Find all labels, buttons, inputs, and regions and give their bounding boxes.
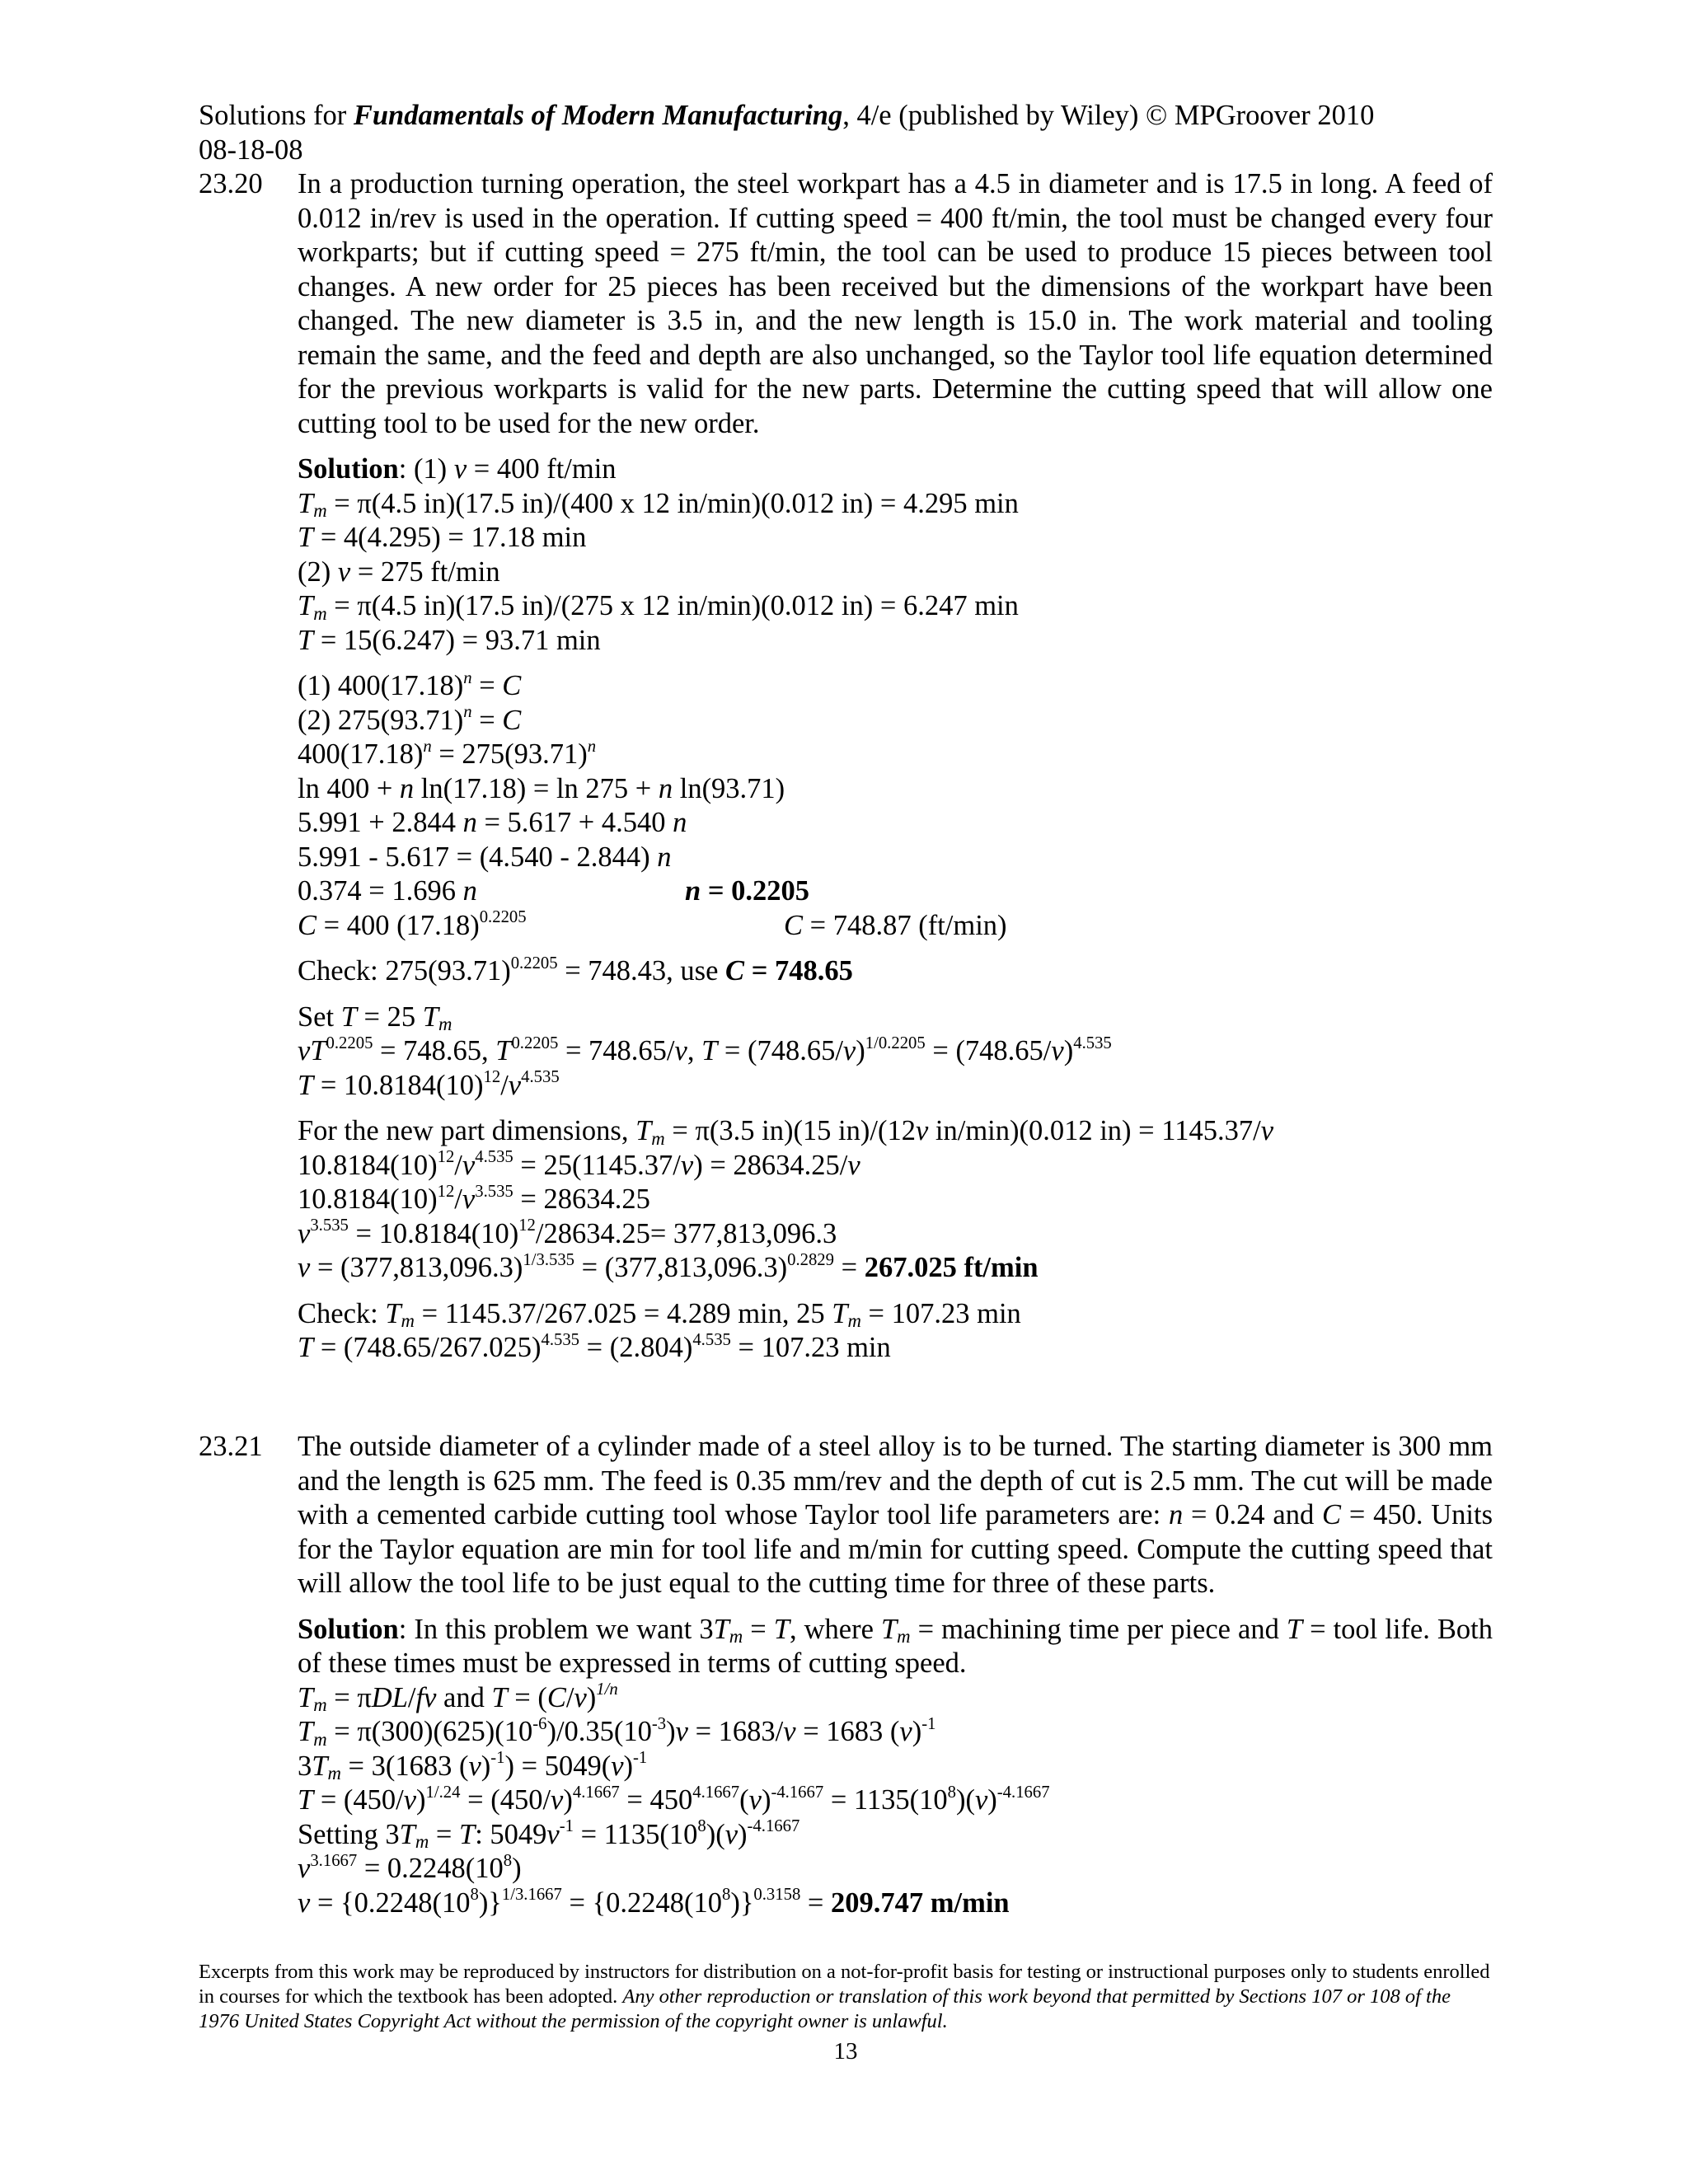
result-c: C = 748.87 (ft/min) — [784, 909, 1007, 941]
equation-line: $3T_m = 3(1683$ $(v)^{-1}) = 5049(v)^{-1}$ — [298, 1749, 648, 1784]
equation-line: $v^{3.1667} = 0.2248(10^8)$ — [298, 1851, 522, 1884]
equation-line: (1) $400(17.18)^n = C$ — [298, 668, 522, 701]
equation-line: $v^{3.535} = 10.8184(10)^{12}/28634.25= 377,813,096.3$ — [298, 1216, 837, 1249]
problem-number: 23.20 — [199, 168, 263, 199]
final-answer: 267.025 ft/min — [864, 1252, 1039, 1283]
equation-line: ln 400 + n ln(17.18) = ln 275 + n ln(93.71) — [298, 772, 785, 804]
problem-number: 23.21 — [199, 1431, 263, 1462]
equation-line: Setting $3T_m = T$: $5049v^{-1} = 1135(10^8)(v)^{-4.1667}$ — [298, 1817, 800, 1853]
problem-statement: In a production turning operation, the steel workpart has a 4.5 in diameter and is 17.5 in long. A feed of 0.012 in/rev is used in the operation. If cutting speed = 400 ft/min, the tool must be changed every four workparts; but if cutting speed = 275 ft/min, the tool can be used to produce 15 pieces between tool changes. A new order for 25 pieces has been received but the dimensions of the workpart have been changed. The new diameter is 3.5 in, and the new length is 15.0 in. The work material and tooling remain the same, and the feed and depth are also unchanged, so the Taylor tool life equation determined for the previous workparts is valid for the new parts. Determine the cutting speed that will allow one cutting tool to be used for the new order. — [298, 168, 1493, 439]
equation-line: C = 400 $(17.18)^{0.2205}$ C = 748.87 (ft/min) — [298, 909, 1493, 944]
equation-line: $v = (377,813,096.3)^{1/3.535} = (377,813,096.3)^{0.2829} = 267.025$ ft/min — [298, 1250, 1039, 1283]
equation-line: 0.374 = 1.696 n n = 0.2205 — [298, 874, 1493, 909]
copyright-footer — [199, 1960, 1493, 2064]
equation-line: 5.991 + 2.844 n = 5.617 + 4.540 n — [298, 807, 687, 838]
equation-line: (2) v = 275 ft/min — [298, 555, 500, 588]
equation-line: $10.8184(10)^{12}/v^{4.535} = 25(1145.37/v) = 28634.25/v$ — [298, 1148, 860, 1181]
equation-line: $T_m = \pi DL/fv$ and $T = (C/v)^{1/n}$ — [298, 1680, 618, 1716]
header-date: 08-18-08 — [199, 134, 303, 166]
final-answer: 209.747 m/min — [831, 1886, 1010, 1919]
copyright-notice: Excerpts from this work may be reproduced by instructors for distribution on a not-for-profit basis for testing or instructional purposes only to students enrolled in courses for which the textbook has been adopted. Any other reproduction or translation of this work beyond that permitted by Sections 107 or 108 of the 1976 United States Copyright Act without the permission of the copyright owner is unlawful. — [199, 1961, 1490, 2032]
equation-line: Set T = 25 $T_m$ — [298, 1001, 452, 1035]
solution-text: Solution: In this problem we want $3T_m = T$, where $T_m$ = machining time per piece and T = tool life. Both of these times must be expressed in terms of cutting speed. — [298, 1613, 1493, 1679]
equation-line: $400(17.18)^n = 275(93.71)^n$ — [298, 737, 597, 770]
problem-statement: The outside diameter of a cylinder made of a steel alloy is to be turned. The starting diameter is 300 mm and the length is 625 mm. The feed is 0.35 mm/rev and the depth of cut is 2.5 mm. The cut will be made with a cemented carbide cutting tool whose Taylor tool life parameters are: n = 0.24 and C = 450. Units for the Taylor equation are min for tool life and m/min for cutting speed. Compute the cutting speed that will allow the tool life to be just equal to the cutting time for three of these parts. — [298, 1431, 1493, 1599]
page-header — [199, 99, 1517, 167]
equation-line: $T_m = \pi(4.5$ in)(17.5 in)/(400 x 12 in/min)(0.012 in) = 4.295 min — [298, 487, 1019, 522]
equation-line: $T_m = \pi(4.5$ in)(17.5 in)/(275 x 12 in/min)(0.012 in) = 6.247 min — [298, 590, 1019, 624]
equation-line: 5.991 - 5.617 = (4.540 - 2.844) n — [298, 841, 672, 873]
result-n: n = 0.2205 — [685, 875, 809, 907]
equation-line: $vT^{0.2205} = 748.65$, $T^{0.2205} = 748.65/v$, $T = (748.65/v)^{1/0.2205} = (748.65/v)^{4.535}$ — [298, 1033, 1112, 1066]
page-number: 13 — [833, 2038, 858, 2064]
equation-line: $T_m = \pi(300)(625)(10^{-6})/0.35(10^{-3})v = 1683/v = 1683$ $(v)^{-1}$ — [298, 1714, 936, 1750]
equation-line: $10.8184(10)^{12}/v^{3.535} = 28634.25$ — [298, 1182, 650, 1215]
header-citation: Solutions for Fundamentals of Modern Manufacturing, 4/e (published by Wiley) © MPGroover 2010 — [199, 100, 1375, 131]
equation-line: $T = 10.8184(10)^{12}/v^{4.535}$ — [298, 1068, 560, 1101]
equation-line: T = 4(4.295) = 17.18 min — [298, 522, 587, 553]
check-line: Check: $T_m = 1145.37/267.025 = 4.289$ min, 25 $T_m = 107.23$ min — [298, 1297, 1021, 1332]
check-line: $T = (748.65/267.025)^{4.535} = (2.804)^{4.535} = 107.23$ min — [298, 1330, 891, 1363]
equation-line: $T = (450/v)^{1/.24} = (450/v)^{4.1667} = 450^{4.1667}(v)^{-4.1667} = 1135(10^8)(v)^{-4.1667}$ — [298, 1783, 1050, 1816]
problem-23-21 — [298, 1430, 1493, 1920]
check-line: Check: $275(93.71)^{0.2205} = 748.43$, use C = 748.65 — [298, 954, 853, 987]
equation-line: (2) $275(93.71)^n = C$ — [298, 703, 522, 736]
equation-line: For the new part dimensions, $T_m = \pi(3.5$ in)(15 in)/(12v in/min)(0.012 in) = 1145.37/v — [298, 1115, 1274, 1149]
problem-23-20 — [298, 167, 1493, 1366]
equation-line: T = 15(6.247) = 93.71 min — [298, 624, 601, 656]
book-title: Fundamentals of Modern Manufacturing — [353, 100, 843, 131]
solution-line: Solution: (1) v = 400 ft/min — [298, 453, 617, 485]
equation-line: $v = \{0.2248(10^8)\}^{1/3.1667} = \{0.2248(10^8)\}^{0.3158} = 209.747$ m/min — [298, 1886, 1010, 1919]
